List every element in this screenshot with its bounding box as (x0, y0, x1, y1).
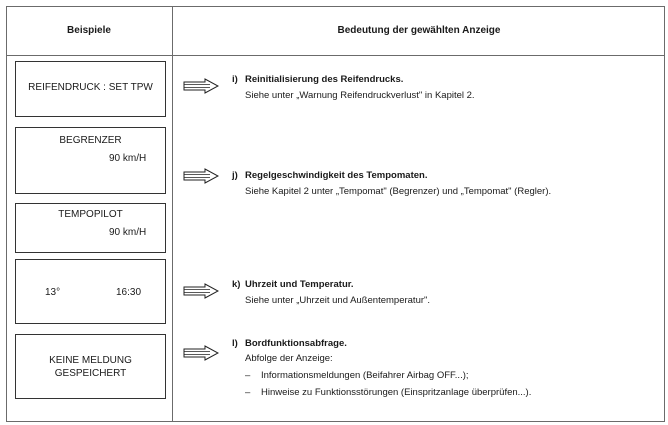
header-meaning: Bedeutung der gewählten Anzeige (337, 25, 501, 36)
bullet-text: Informationsmeldungen (Beifahrer Airbag OFF...); (261, 370, 469, 381)
bullet-dash: – (245, 370, 251, 381)
meaning-l (232, 337, 531, 399)
display-begrenzer (15, 127, 166, 194)
arrow-right-icon (183, 168, 219, 184)
item-title: Regelgeschwindigkeit des Tempomaten. (245, 170, 428, 181)
bullet-item (232, 369, 531, 382)
bullet-dash: – (245, 387, 251, 398)
item-letter: i) (232, 74, 238, 85)
bullet-item (232, 386, 531, 399)
display-uhrzeit (15, 259, 166, 324)
display-temperature: 13° (45, 287, 61, 298)
arrow-right-icon (183, 78, 219, 94)
display-label: TEMPOPILOT (58, 209, 123, 220)
item-letter: j) (232, 170, 238, 181)
column-divider (172, 6, 173, 422)
bullet-text: Hinweise zu Funktionsstörungen (Einspritzanlage überprüfen...). (261, 387, 532, 398)
header-examples: Beispiele (67, 25, 111, 36)
display-keine-meldung (15, 334, 166, 399)
item-letter: l) (232, 338, 238, 349)
item-letter: k) (232, 279, 241, 290)
display-tempopilot (15, 203, 166, 253)
display-speed: 90 km/H (109, 227, 147, 238)
arrow-right-icon (183, 345, 219, 361)
item-text: Siehe unter „Uhrzeit und Außentemperatur". (245, 295, 431, 306)
item-title: Reinitialisierung des Reifendrucks. (245, 74, 404, 85)
item-text: Siehe Kapitel 2 unter „Tempomat" (Begrenzer) und „Tempomat" (Regler). (245, 186, 552, 197)
display-text: REIFENDRUCK : SET TPW (28, 82, 153, 93)
item-text: Abfolge der Anzeige: (245, 353, 333, 364)
item-text: Siehe unter „Warnung Reifendruckverlust" in Kapitel 2. (245, 90, 475, 101)
display-time: 16:30 (116, 287, 142, 298)
display-line1: KEINE MELDUNG (49, 355, 132, 366)
header-divider (6, 55, 665, 56)
display-speed: 90 km/H (109, 153, 147, 164)
meaning-i (232, 73, 475, 102)
item-title: Bordfunktionsabfrage. (245, 338, 347, 349)
display-reifendruck (15, 61, 166, 117)
meaning-j (232, 169, 551, 198)
item-title: Uhrzeit und Temperatur. (245, 279, 354, 290)
display-line2: GESPEICHERT (54, 368, 127, 379)
meaning-k (232, 278, 430, 307)
arrow-right-icon (183, 283, 219, 299)
display-label: BEGRENZER (59, 135, 122, 146)
